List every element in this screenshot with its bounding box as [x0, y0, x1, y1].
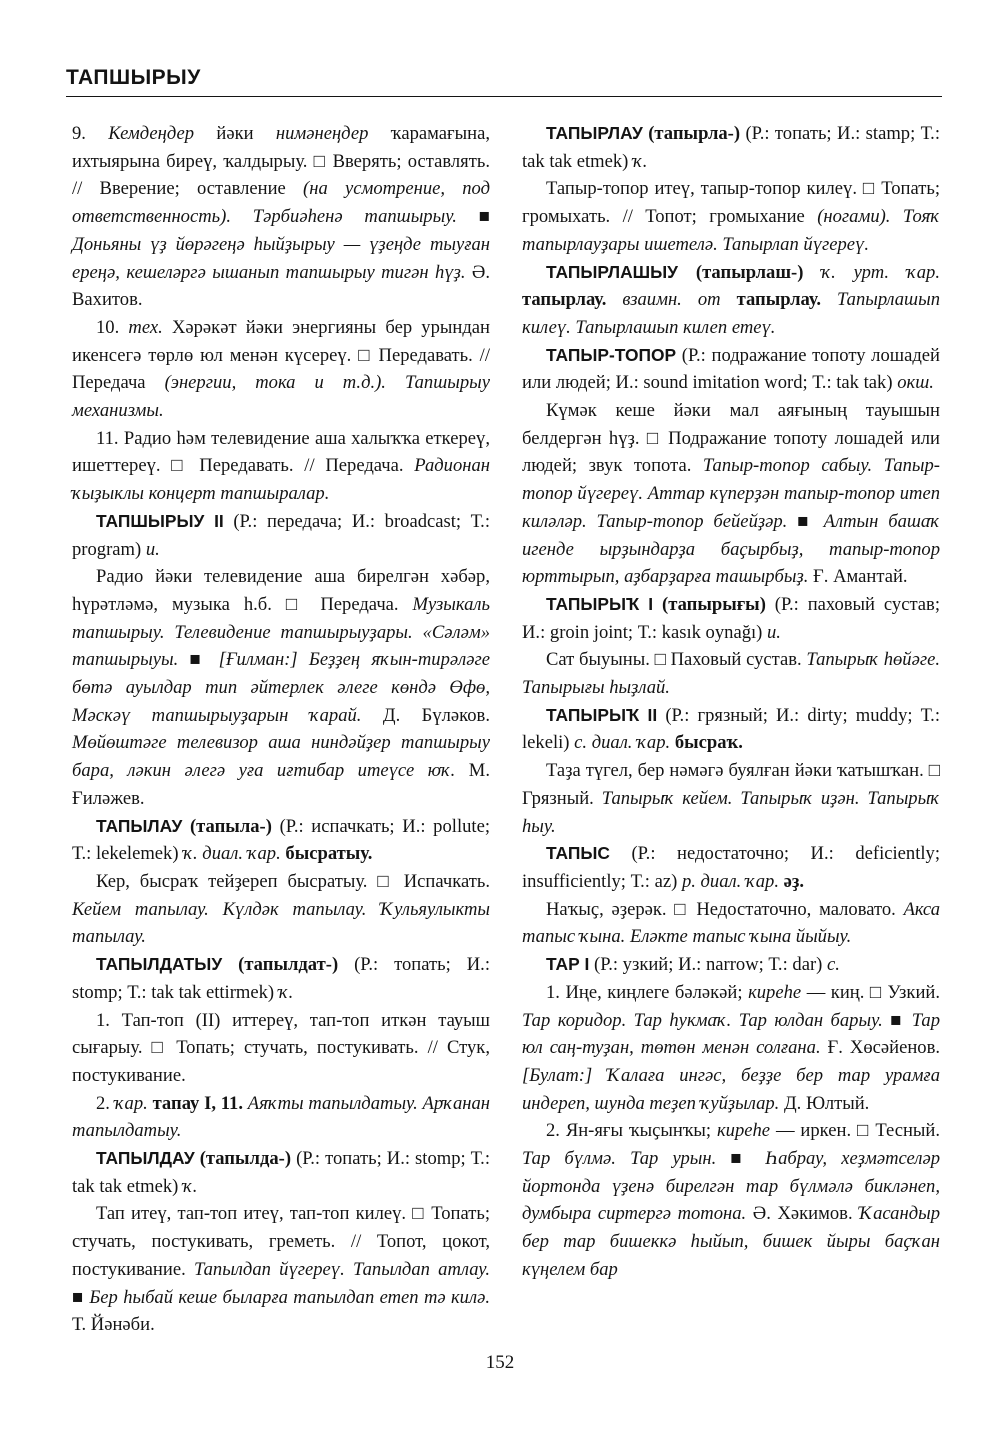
dictionary-entry: 10. тех. Хәрәкәт йәки энергияны бер урындан икенсегә төрлө юл менән күсереү. □ Передавать. // Передача (энергии, тока и т.д.). Тапшырыу механизмы. [72, 316, 490, 422]
dictionary-entry: 9. Кемдеңдер йәки нимәнеңдер ҡарамағына, ихтыярына биреү, ҡалдырыу. □ Вверять; оставлять. // Вверение; оставление (на усмотрение, под ответственность). Тәрбиәһенә тапшырыу. ■ Доньяны үҙ йөрәгеңә һыйҙырыу — үҙеңде тыуған ереңә, кешеләргә ышанып тапшырыу тигән һүҙ. Ә. Вахитов. [72, 123, 491, 311]
dictionary-entry: Сат быуыны. □ Паховый сустав. Тапырыҡ һөйәге. Тапырығы һыҙлай. [522, 649, 940, 699]
right-column [522, 120, 940, 1284]
dictionary-entry: Наҡыҫ, әҙерәк. □ Недостаточно, маловато. Акса тапыс ҡына. Еләкте тапыс ҡына йыйыу. [522, 898, 940, 948]
left-column [72, 120, 490, 1339]
headword-entry: ТАПЫР-ТОПОР (Р.: подражание топоту лошадей или людей; И.: sound imitation word; Т.: tak tak) окш. [522, 344, 940, 394]
running-head: ТАПШЫРЫУ [66, 66, 201, 89]
dictionary-entry: Радио йәки телевидение аша бирелгән хәбәр, һүрәтләмә, музыка һ.б. □ Передача. Музыкаль тапшырыу. Телевидение тапшырыуҙары. «Сәләм» тапшырыуы. ■ [Ғилман:] Беҙҙең яҡын-тирәләге бөтә ауылдар тип әйтерлек әлеге көндә Өфө, Мәскәү тапшырыуҙарын ҡарай. Д. Бүләков. Мөйөштәге телевизор аша ниндәйҙер тапшырыу бара, ләкин әлегә уға иғтибар итеүсе юҡ. М. Ғиләжев. [72, 566, 490, 809]
headword-entry: ТАПШЫРЫУ II (Р.: передача; И.: broadcast; Т.: program) и. [72, 510, 490, 560]
dictionary-entry: Тап итеү, тап-топ итеү, тап-топ килеү. □ Топать; стучать, постукивать, греметь. // Топот, цокот, постукивание. Тапылдап йүгереү. Тапылдап атлау. ■ Бер һыбай кеше быларға тапылдап етеп тә килә. Т. Йәнәби. [72, 1203, 490, 1336]
headword-entry: ТАПЫЛДАУ (тапылда-) (Р.: топать; И.: stomp; Т.: tak tak etmek) ҡ. [72, 1148, 490, 1197]
headword-entry: ТАПЫС (Р.: недостаточно; И.: deficiently; insufficiently; Т.: az) р. диал. ҡар. әҙ. [522, 843, 940, 892]
dictionary-entry: 2. Ян-яғы ҡыҫынҡы; киреһе — иркен. □ Тесный. Тар бүлмә. Тар урын. ■ Һабрау, хеҙмәтселәр йортонда үҙенә бирелгән тар бүлмәлә бикләнеп, думбыра сиртергә тотона. Ә. Хәкимов. Ҡасандыр бер тар бишеккә һыйып, бишек йыры баҫҡан күңелем бар [522, 1120, 940, 1280]
headword-entry: ТАПЫЛДАТЫУ (тапылдат-) (Р.: топать; И.: stomp; Т.: tak tak ettirmek) ҡ. [72, 954, 490, 1003]
headword-entry: ТАПЫРЛАУ (тапырла-) (Р.: топать; И.: stamp; Т.: tak tak etmek) ҡ. [522, 123, 940, 172]
dictionary-entry: 1. Тап-топ (II) иттереү, тап-топ иткән тауыш сығарыу. □ Топать; стучать, постукивать. // Стук, постукивание. [72, 1009, 490, 1086]
headword-entry: ТАПЫЛАУ (тапыла-) (Р.: испачкать; И.: pollute; Т.: lekelemek) ҡ. диал. ҡар. бысратыу. [72, 815, 490, 865]
header-rule [66, 96, 942, 97]
headword-entry: ТАПЫРЫҠ I (тапырығы) (Р.: паховый сустав; И.: groin joint; Т.: kasık oynağı) и. [522, 593, 940, 643]
dictionary-entry: 1. Иңе, киңлеге бәләкәй; киреһе — киң. □ Узкий. Тар коридор. Тар һукмаҡ. Тар юлдан барыу. ■ Тар юл саң-туҙан, төтөн менән солғана. Ғ. Хөсәйенов. [Булат:] Ҡалаға ингәс, беҙҙе бер тар урамға индереп, шунда теҙеп ҡуйҙылар. Д. Юлтый. [522, 981, 941, 1114]
headword-entry: ТАПЫРЫҠ II (Р.: грязный; И.: dirty; muddy; Т.: lekeli) с. диал. ҡар. бысраҡ. [522, 704, 940, 754]
dictionary-entry: Тапыр-топор итеү, тапыр-топор килеү. □ Топать; громыхать. // Топот; громыхание (ногами). Тояҡ тапырлауҙары ишетелә. Тапырлап йүгереү. [522, 178, 941, 255]
page-number: 152 [485, 1352, 515, 1373]
dictionary-entry: 2. ҡар. тапау I, 11. Аяҡты тапылдатыу. Арҡанан тапылдатыу. [72, 1092, 491, 1142]
dictionary-entry: Кер, бысраҡ тейҙереп бысратыу. □ Испачкать. Кейем тапылау. Күлдәк тапылау. Ҡульяулыкты тапылау. [72, 870, 490, 948]
headword-entry: ТАР I (Р.: узкий; И.: narrow; Т.: dar) с. [546, 954, 840, 976]
headword-entry: ТАПЫРЛАШЫУ (тапырлаш-) ҡ. урт. ҡар. тапырлау. взаимн. от тапырлау. Тапырлашып килеү. Тапырлашып килеп етеү. [522, 261, 940, 338]
dictionary-entry: 11. Радио һәм телевидение аша халыҡҡа еткереү, ишеттереү. □ Передавать. // Передача. Радионан ҡыҙыклы концерт тапшыралар. [72, 427, 490, 505]
dictionary-entry: Таҙа түгел, бер нәмәгә буялған йәки ҡатышҡан. □ Грязный. Тапырыҡ кейем. Тапырыҡ иҙән. Тапырыҡ һыу. [522, 760, 941, 837]
dictionary-entry: Күмәк кеше йәки мал аяғының тауышын белдергән һүҙ. □ Подражание топоту лошадей или людей; звук топота. Тапыр-топор сабыу. Тапыр-топор йүгереү. Аттар күперҙән тапыр-топор итеп киләләр. Тапыр-топор бейейҙәр. ■ Алтын башаҡ игенде ырҙындарҙа баҫырбыҙ, тапыр-топор юрттырып, аҙбарҙарға ташырбыҙ. Ғ. Амантай. [522, 400, 941, 588]
